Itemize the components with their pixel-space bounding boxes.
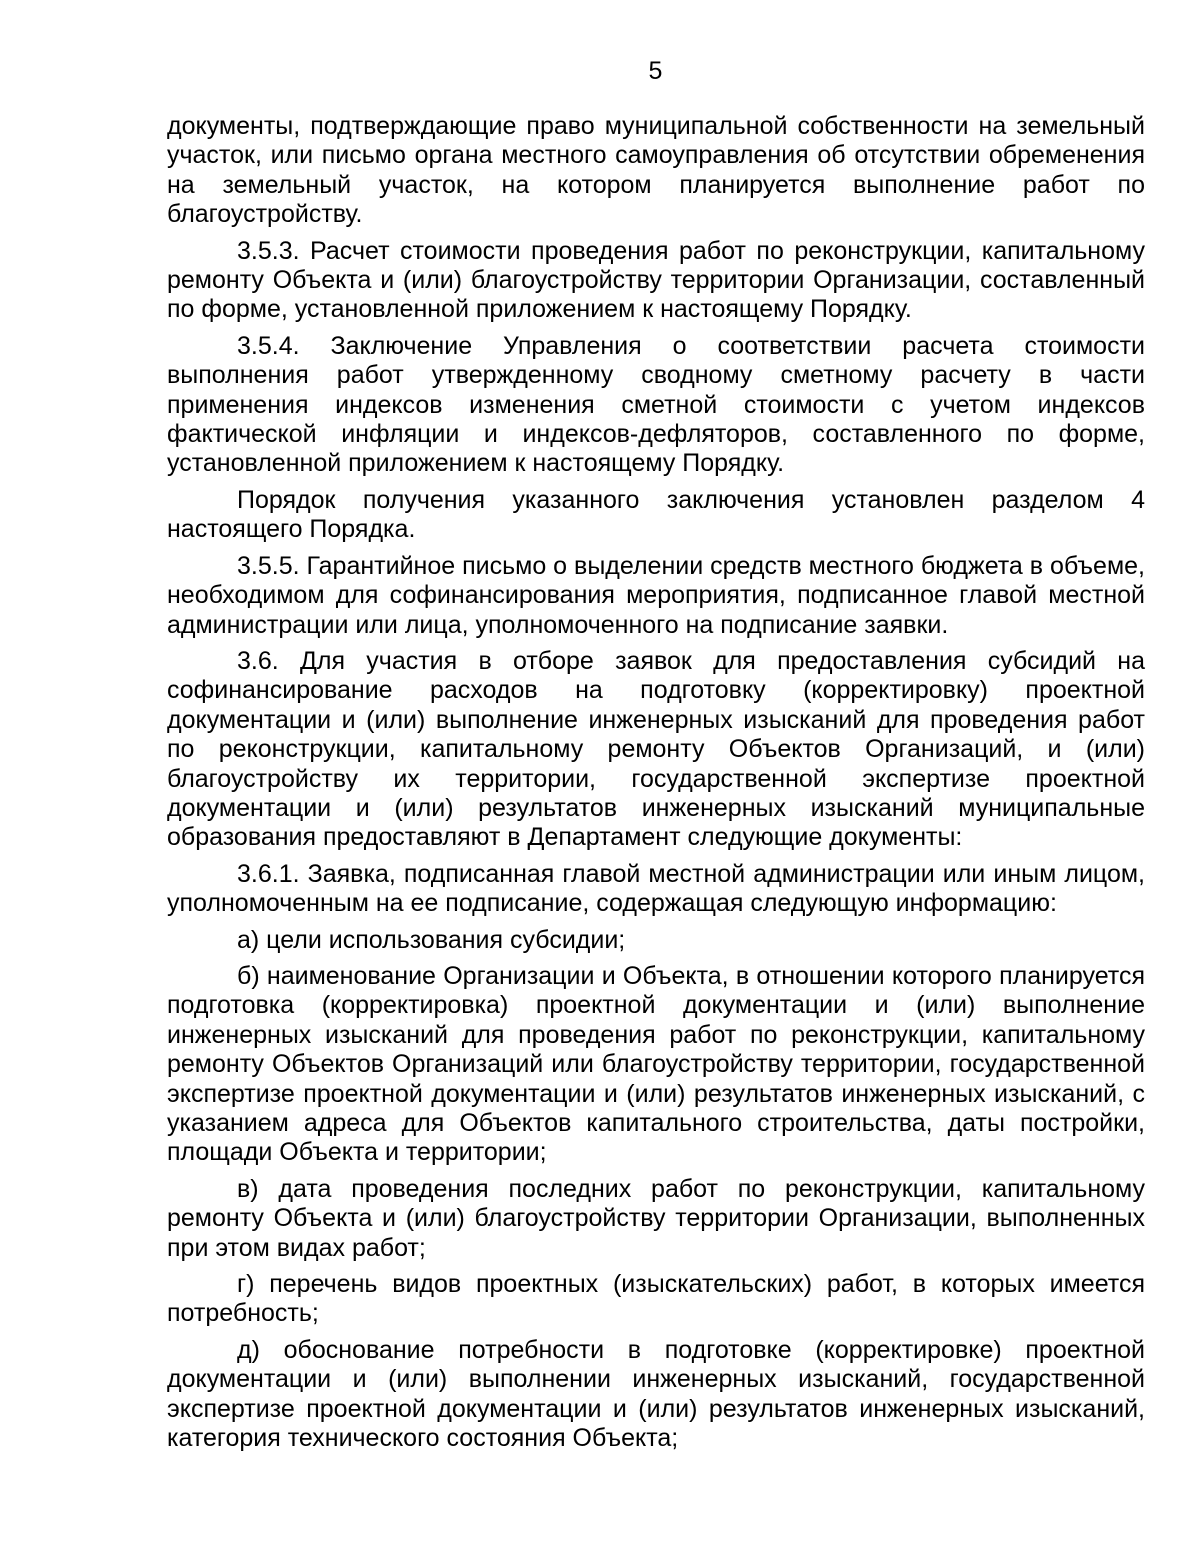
paragraph: а) цели использования субсидии; [237,925,626,954]
paragraph: б) наименование Организации и Объекта, в отношении которого планируется подготовка (корректировка) проектной документации и (или) выполнение инженерных изысканий для проведения работ по реконструкции, капитальному ремонту Объектов Организаций или благоустройству территории, государственной экспертизе проектной документации и (или) результатов инженерных изысканий, с указанием адреса для Объектов капитального строительства, даты постройки, площади Объекта и территории; [167,961,1145,1167]
paragraph: 3.5.5. Гарантийное письмо о выделении средств местного бюджета в объеме, необходимом для софинансирования мероприятия, подписанное главой местной администрации или лица, уполномоченного на подписание заявки. [167,551,1145,639]
paragraph: Порядок получения указанного заключения установлен разделом 4 настоящего Порядка. [167,485,1145,544]
page-number: 5 [648,57,663,85]
paragraph: 3.6.1. Заявка, подписанная главой местной администрации или иным лицом, уполномоченным на ее подписание, содержащая следующую информацию: [167,859,1145,918]
paragraph: документы, подтверждающие право муниципальной собственности на земельный участок, или письмо органа местного самоуправления об отсутствии обременения на земельный участок, на котором планируется выполнение работ по благоустройству. [167,112,1145,229]
paragraph: 3.6. Для участия в отборе заявок для предоставления субсидий на софинансирование расходов на подготовку (корректировку) проектной документации и (или) выполнение инженерных изысканий для проведения работ по реконструкции, капитальному ремонту Объектов Организаций, и (или) благоустройству их территории, государственной экспертизе проектной документации и (или) результатов инженерных изысканий муниципальные образования предоставляют в Департамент следующие документы: [167,646,1145,852]
paragraph: в) дата проведения последних работ по реконструкции, капитальному ремонту Объекта и (или) благоустройству территории Организации, выполненных при этом видах работ; [167,1174,1145,1262]
paragraph: г) перечень видов проектных (изыскательских) работ, в которых имеется потребность; [167,1270,1145,1328]
paragraph: д) обоснование потребности в подготовке (корректировке) проектной документации и (или) выполнении инженерных изысканий, государственной экспертизе проектной документации и (или) результатов инженерных изысканий, категория технического состояния Объекта; [167,1335,1145,1453]
document-body [167,112,1145,1460]
paragraph: 3.5.4. Заключение Управления о соответствии расчета стоимости выполнения работ утвержденному сводному сметному расчету в части применения индексов изменения сметной стоимости с учетом индексов фактической инфляции и индексов-дефляторов, составленного по форме, установленной приложением к настоящему Порядку. [167,331,1145,478]
paragraph: 3.5.3. Расчет стоимости проведения работ по реконструкции, капитальному ремонту Объекта и (или) благоустройству территории Организации, составленный по форме, установленной приложением к настоящему Порядку. [167,236,1145,324]
